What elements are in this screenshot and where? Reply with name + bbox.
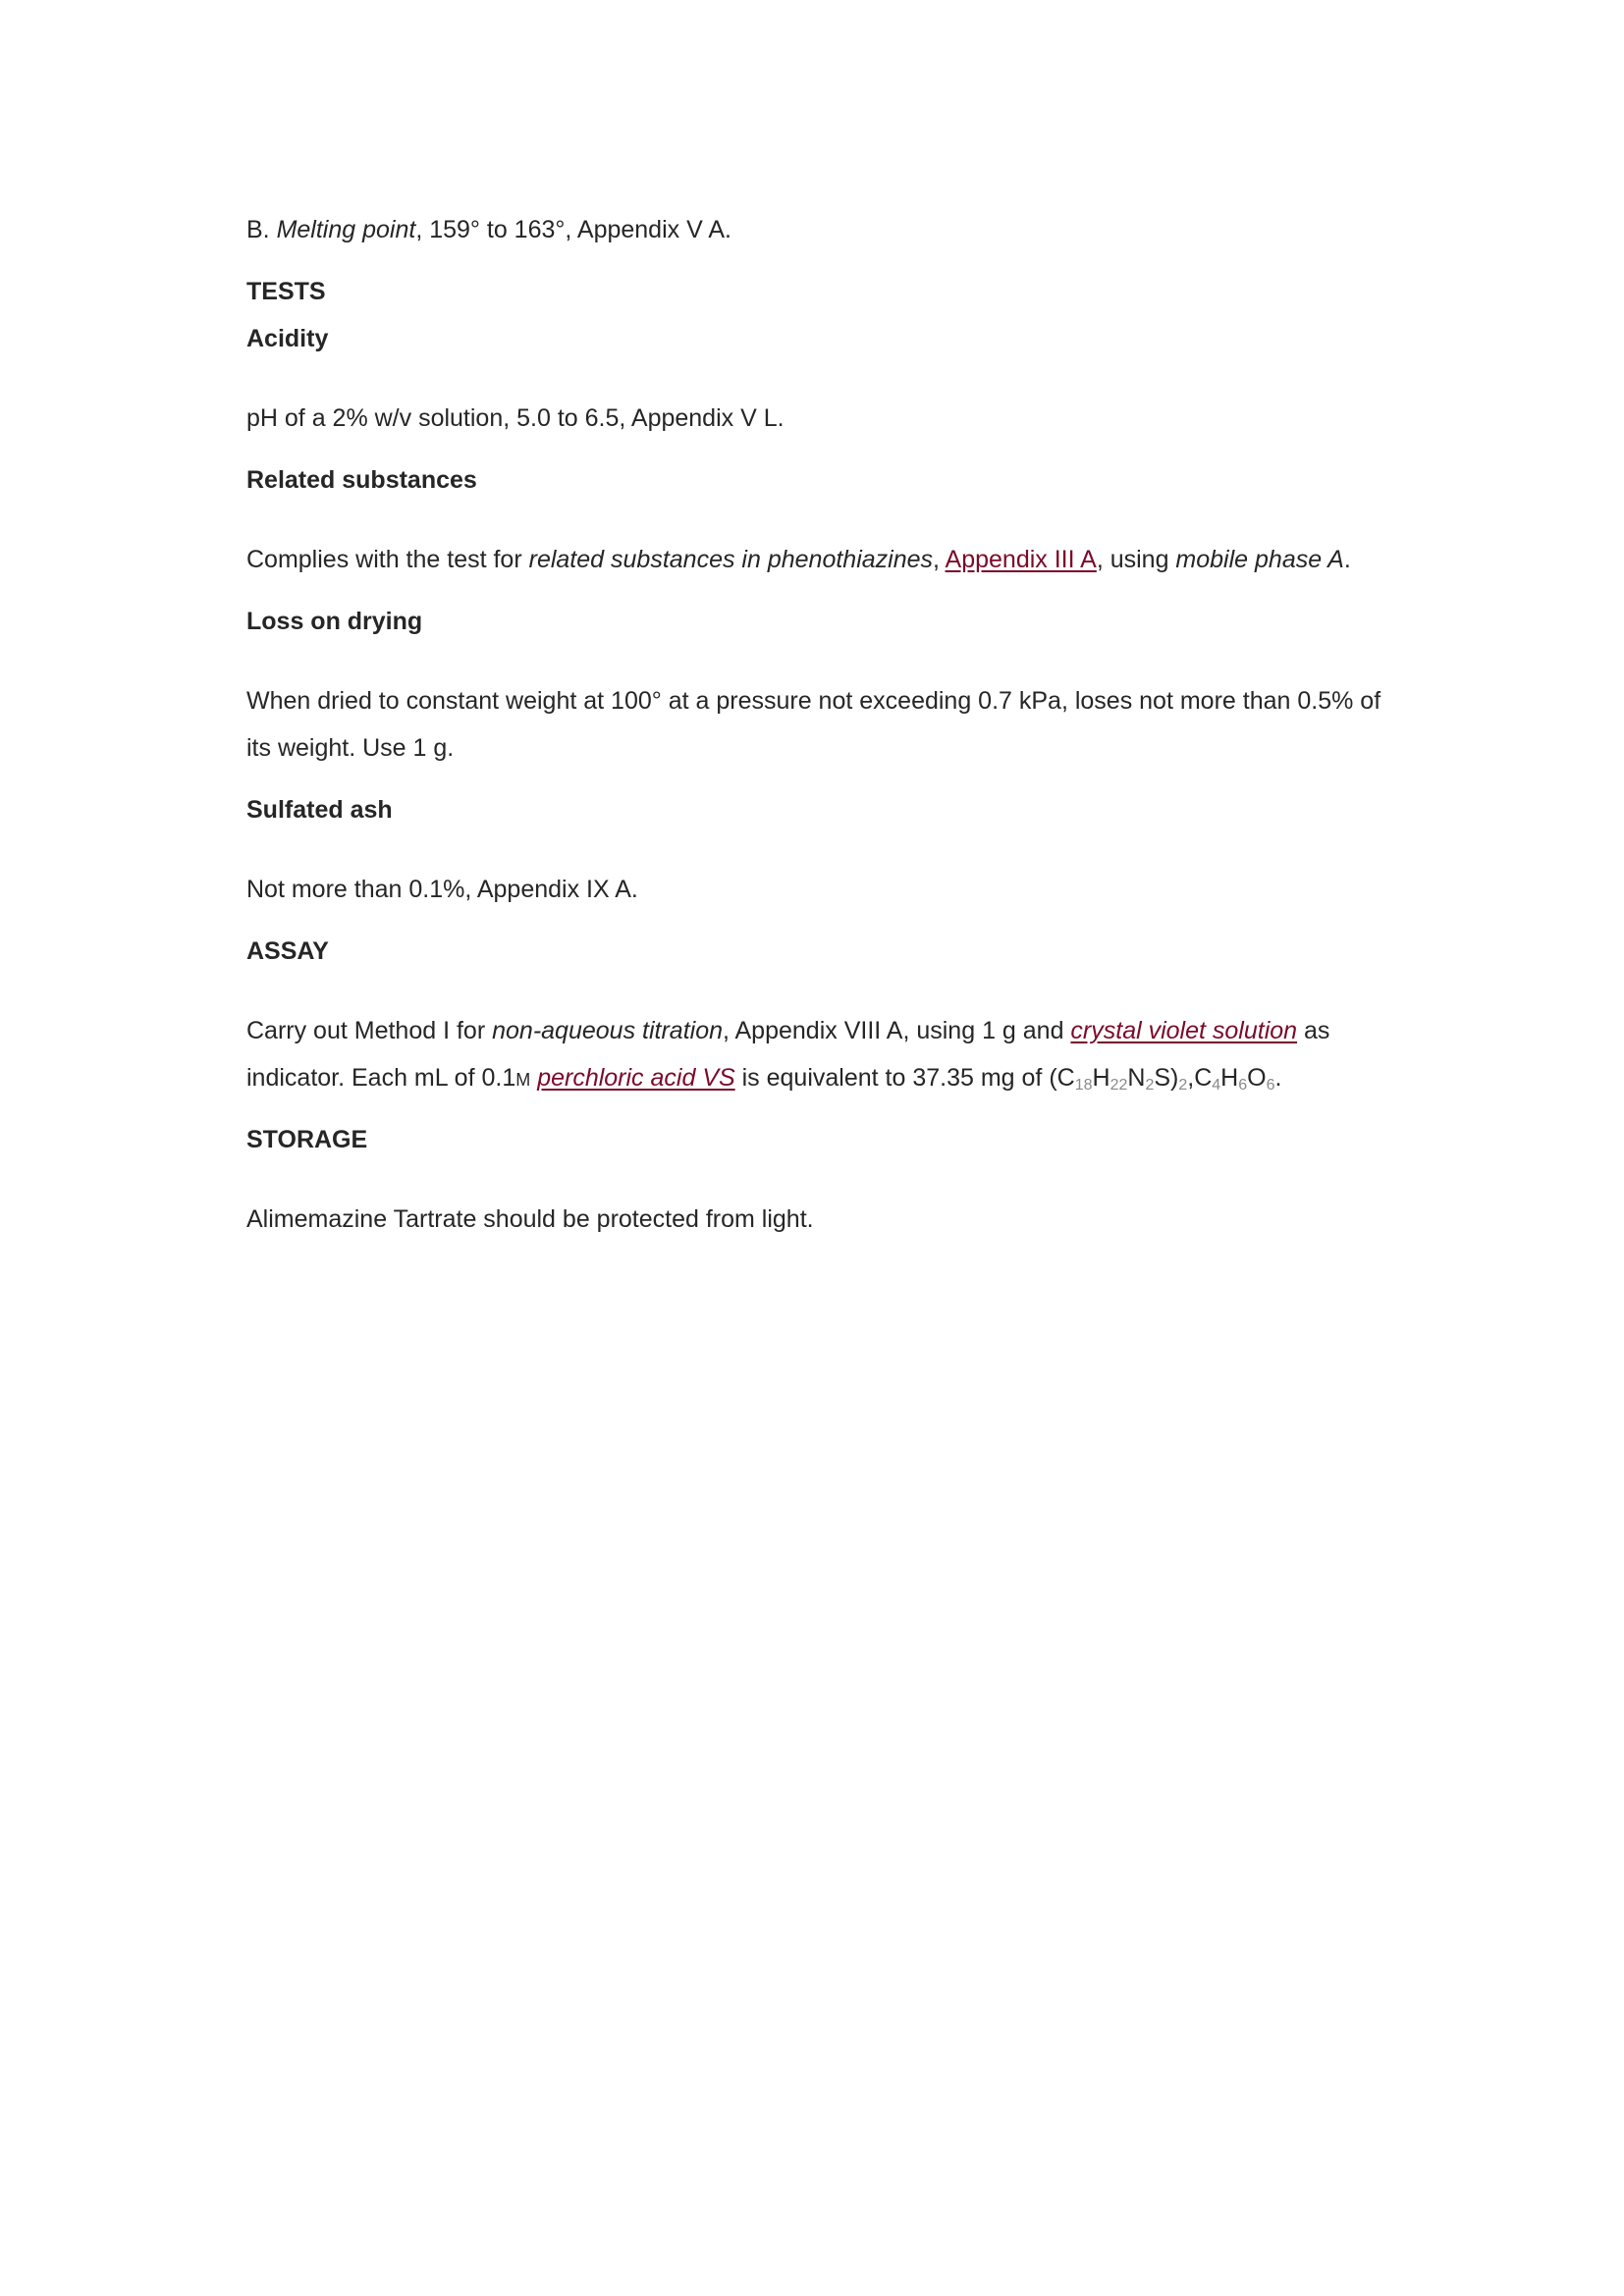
loss-on-drying-heading: Loss on drying (246, 608, 423, 635)
sulfated-ash-text: Not more than 0.1%, Appendix IX A. (246, 876, 638, 903)
identification-b (246, 214, 731, 245)
assay-text: Carry out Method I for non-aqueous titration, Appendix VIII A, using 1 g and crystal violet solution as indicator. Each mL of 0.1M perchloric acid VS is equivalent to 37.35 mg of $(C_{18}H_{22}N_2S)_2,C_4H_6O_6$. (246, 1017, 1330, 1094)
assay-heading: ASSAY (246, 937, 329, 965)
identification-b-prefix: B. (246, 216, 277, 243)
loss-on-drying-text: When dried to constant weight at 100° at a pressure not exceeding 0.7 kPa, loses not more than 0.5% of its weight. Use 1 g. (246, 687, 1381, 762)
sulfated-ash-heading: Sulfated ash (246, 796, 393, 824)
related-substances-text: Complies with the test for related substances in phenothiazines, Appendix III A, using mobile phase A. (246, 546, 1351, 573)
melting-point-term: Melting point (276, 216, 416, 243)
non-aqueous-titration-term: non-aqueous titration (492, 1017, 723, 1044)
chemical-formula: $(C_{18}H_{22}N_2S)_2,C_4H_6O_6$. (1049, 1064, 1282, 1094)
storage-text: Alimemazine Tartrate should be protected from light. (246, 1205, 814, 1233)
tests-heading: TESTS (246, 278, 326, 305)
perchloric-acid-vs-link[interactable]: perchloric acid VS (537, 1064, 735, 1092)
crystal-violet-solution-link[interactable]: crystal violet solution (1070, 1017, 1298, 1044)
appendix-iii-a-link[interactable]: Appendix III A (945, 546, 1097, 573)
melting-point-range: , 159° to 163°, Appendix V A. (415, 216, 731, 243)
related-substances-heading: Related substances (246, 466, 477, 494)
related-substances-term: related substances in phenothiazines (528, 546, 934, 573)
storage-heading: STORAGE (246, 1126, 368, 1153)
acidity-text: pH of a 2% w/v solution, 5.0 to 6.5, Appendix V L. (246, 404, 785, 432)
mobile-phase-term: mobile phase A (1175, 546, 1344, 573)
acidity-heading: Acidity (246, 325, 329, 352)
molar-unit: M (515, 1070, 531, 1090)
